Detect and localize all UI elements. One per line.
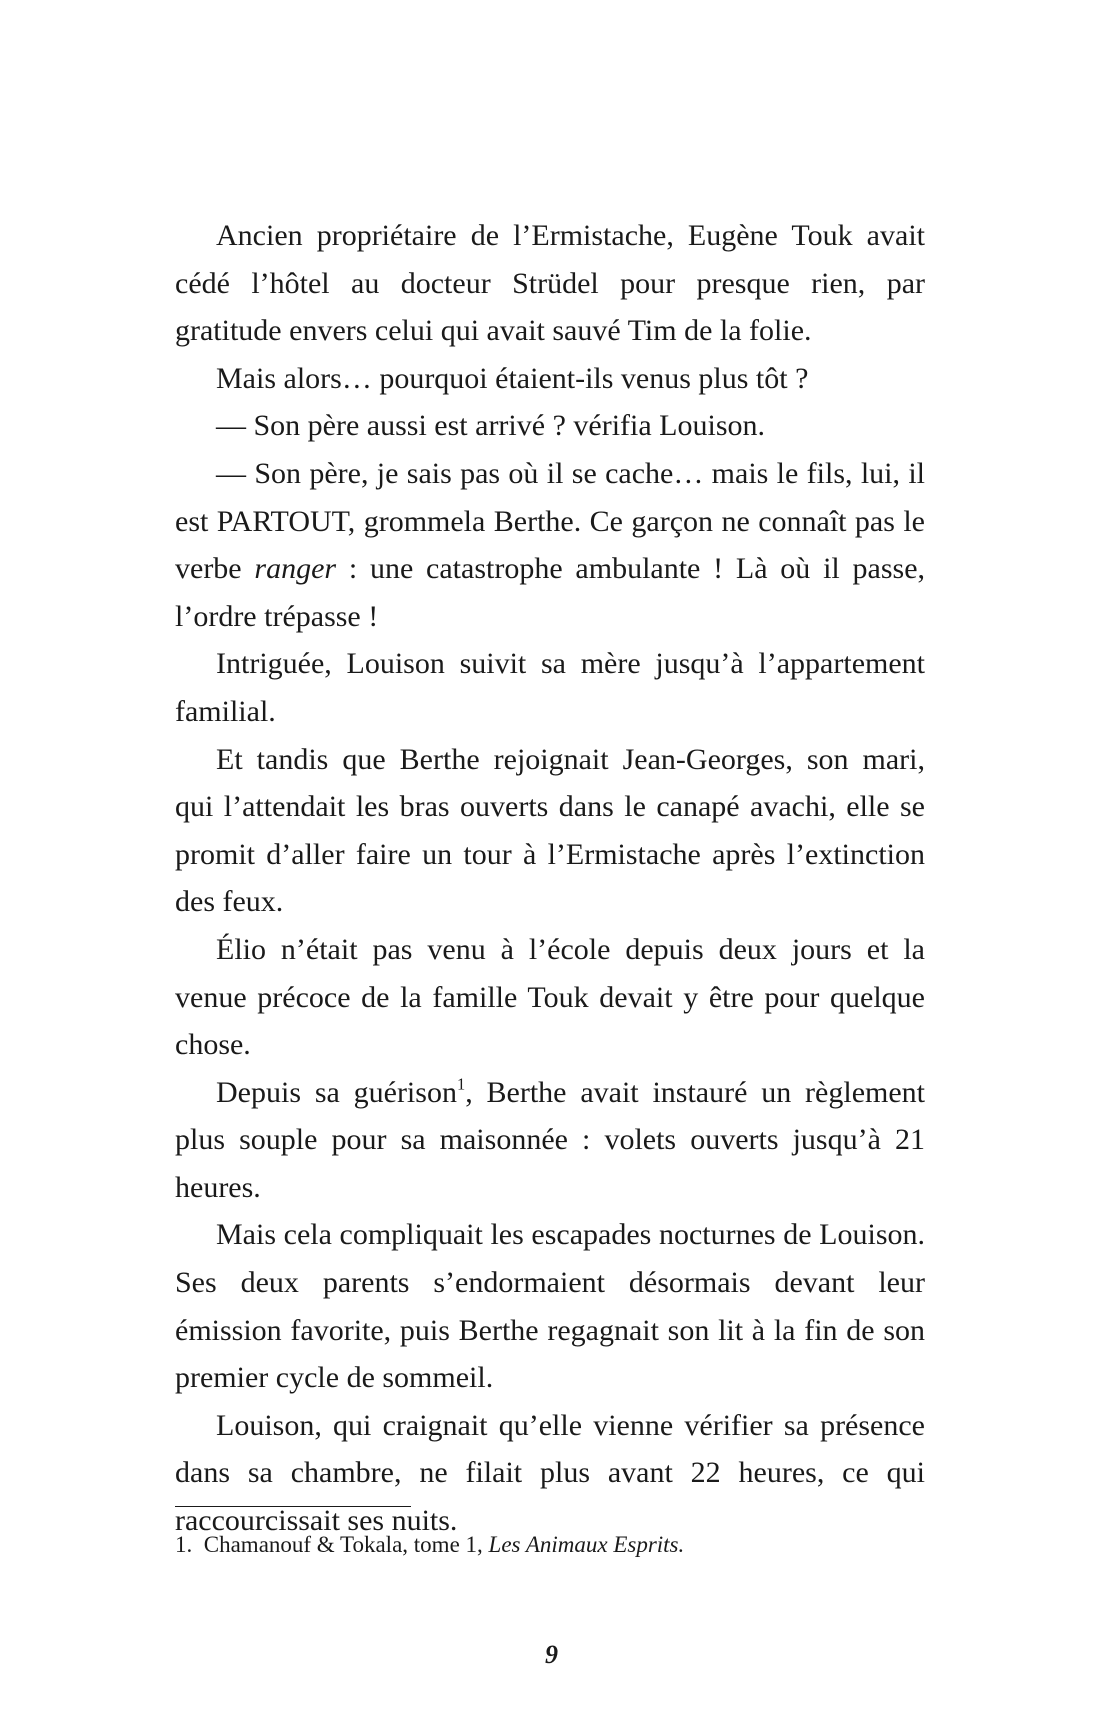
paragraph [175, 450, 925, 640]
text-run: : une catastrophe ambulante ! Là où il passe, l’ordre trépasse ! [175, 552, 926, 633]
page-number: 9 [545, 1640, 558, 1669]
paragraph: Ancien propriétaire de l’Ermistache, Eugène Touk avait cédé l’hôtel au docteur Strüdel pour presque rien, par gratitude envers celui qui avait sauvé Tim de la folie. [175, 219, 925, 348]
paragraph: Mais alors… pourquoi étaient-ils venus plus tôt ? [216, 361, 809, 395]
footnote-text: Chamanouf & Tokala, tome 1, [203, 1532, 489, 1557]
italic-word: ranger [254, 552, 337, 586]
paragraph [175, 1069, 925, 1212]
text-run: Depuis sa guérison [216, 1075, 457, 1109]
paragraph: Élio n’était pas venu à l’école depuis deux jours et la venue précoce de la famille Touk devait y être pour quelque chose. [175, 932, 925, 1062]
paragraph: Louison, qui craignait qu’elle vienne vérifier sa présence dans sa chambre, ne filait plus avant 22 heures, ce qui raccourcissait ses nuits. [175, 1408, 925, 1538]
paragraph: Mais cela compliquait les escapades nocturnes de Louison. Ses deux parents s’endormaient désormais devant leur émission favorite, puis Berthe regagnait son lit à la fin de son premier cycle de sommeil. [175, 1218, 925, 1395]
paragraph: — Son père aussi est arrivé ? vérifia Louison. [216, 409, 766, 443]
footnote-reference: 1 [456, 1074, 466, 1094]
footnote-title: Les Animaux Esprits. [488, 1532, 685, 1557]
footnote [175, 1530, 925, 1560]
paragraph: Intriguée, Louison suivit sa mère jusqu’à l’appartement familial. [175, 647, 925, 728]
text-run: , Berthe avait instauré un règlement plus souple pour sa maisonnée : volets ouverts jusqu’à 21 heures. [175, 1075, 925, 1204]
text-run: — Son père, je sais pas où il se cache… mais le fils, lui, il est PARTOUT, grommela Berthe. Ce garçon ne connaît pas le verbe [175, 456, 925, 586]
body-text [175, 212, 925, 1545]
footnote-number: 1. [175, 1532, 193, 1557]
paragraph: Et tandis que Berthe rejoignait Jean-Georges, son mari, qui l’attendait les bras ouverts dans le canapé avachi, elle se promit d’aller faire un tour à l’Ermistache après l’extinction des feux. [175, 742, 925, 919]
footnote-divider [175, 1506, 411, 1507]
